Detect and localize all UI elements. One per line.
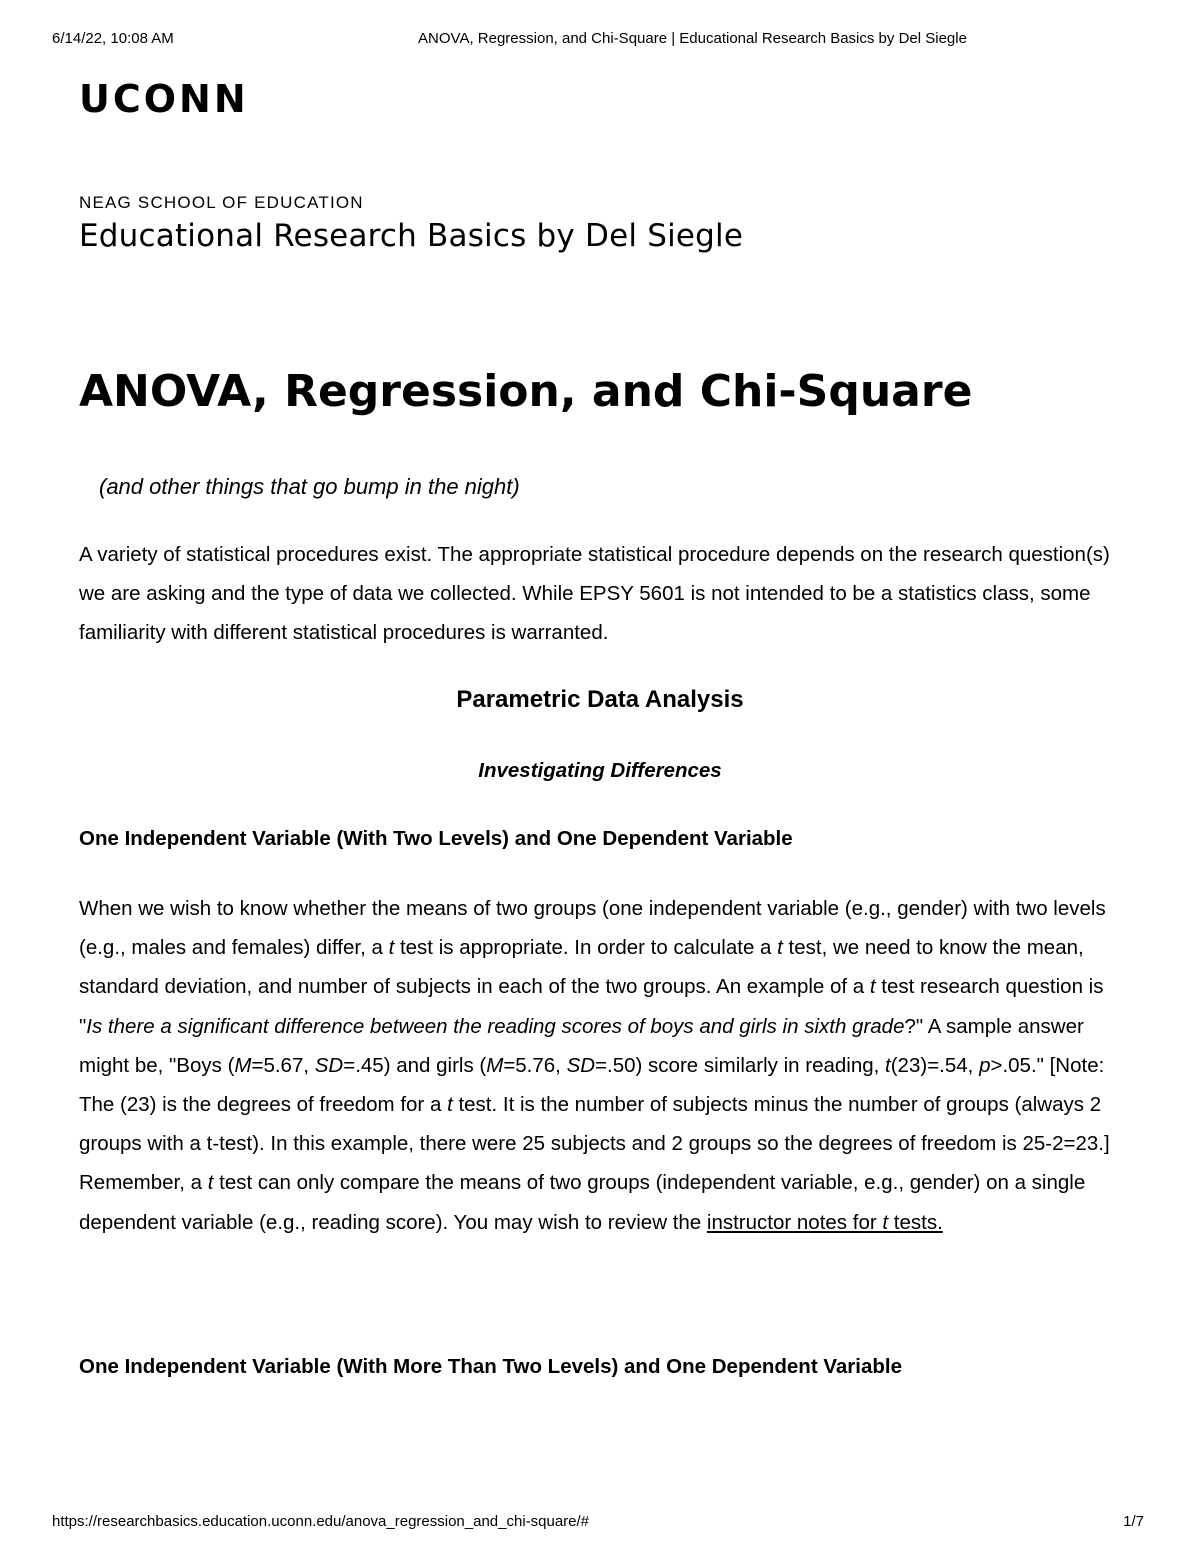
subsection-heading-differences: Investigating Differences xyxy=(478,759,722,782)
italic-sd: SD xyxy=(314,1053,344,1077)
example-question: Is there a significant difference between the reading scores of boys and girls in sixth grade xyxy=(86,1014,905,1038)
print-url: https://researchbasics.education.uconn.edu/anova_regression_and_chi-square/# xyxy=(52,1513,590,1530)
italic-sd: SD xyxy=(566,1053,596,1077)
italic-t: t xyxy=(207,1171,214,1195)
uconn-logo[interactable]: UCONN xyxy=(79,77,249,121)
intro-text: A variety of statistical procedures exist. The appropriate statistical procedure depends on the research question(s) we are asking and the type of data we collected. While EPSY 5601 is not intended to be a statistics class, some familiarity with different statistical procedures is warranted. xyxy=(79,543,1110,645)
page-subtitle: (and other things that go bump in the night) xyxy=(99,474,520,499)
text-span: =5.76, xyxy=(503,1053,567,1077)
t-test-text xyxy=(79,889,1129,1242)
italic-m: M xyxy=(486,1053,504,1077)
instructor-notes-link[interactable] xyxy=(707,1211,943,1234)
section-heading-parametric: Parametric Data Analysis xyxy=(456,686,744,713)
text-span: =.45) and girls ( xyxy=(343,1053,487,1077)
text-span: ?" A sample answer might be, "Boys ( xyxy=(79,1014,1084,1077)
text-span: test. It is the number of subjects minus the number of groups (always 2 groups with a t-test). In this example, there were 25 subjects and 2 groups so the degrees of freedom is 25-2=23.] Remember, a xyxy=(79,1093,1110,1195)
page-title: ANOVA, Regression, and Chi-Square xyxy=(79,366,973,417)
italic-t: t xyxy=(388,936,395,960)
italic-m: M xyxy=(234,1053,252,1077)
text-span: =5.67, xyxy=(251,1053,315,1077)
print-page-title: ANOVA, Regression, and Chi-Square | Educational Research Basics by Del Siegle xyxy=(418,30,967,47)
t-test-paragraph xyxy=(79,889,1129,1242)
text-span: test can only compare the means of two groups (independent variable, e.g., gender) on a single dependent variable (e.g., reading score). You may wish to review the xyxy=(79,1171,1086,1234)
italic-p: p xyxy=(979,1053,991,1077)
print-page-number: 1/7 xyxy=(1123,1513,1144,1530)
text-span: >.05." [Note: The (23) is the degrees of freedom for a xyxy=(79,1053,1105,1117)
site-title[interactable]: Educational Research Basics by Del Siegle xyxy=(79,218,744,254)
italic-t: t xyxy=(447,1093,453,1117)
link-text: instructor notes for xyxy=(706,1210,883,1234)
text-span: test is appropriate. In order to calculate a xyxy=(394,936,778,960)
italic-t: t xyxy=(869,975,876,999)
intro-paragraph xyxy=(79,535,1129,653)
school-name[interactable]: NEAG SCHOOL OF EDUCATION xyxy=(79,193,364,212)
text-span: test, we need to know the mean, standard deviation, and number of subjects in each of the two groups. An example of a xyxy=(79,936,1084,999)
link-text-end: tests. xyxy=(888,1210,943,1234)
italic-t: t xyxy=(885,1053,891,1077)
text-span: =.50) score similarly in reading, xyxy=(595,1053,886,1077)
heading-one-iv-more-levels: One Independent Variable (With More Than Two Levels) and One Dependent Variable xyxy=(79,1355,902,1378)
italic-t: t xyxy=(777,936,783,960)
print-datetime: 6/14/22, 10:08 AM xyxy=(52,30,174,47)
text-span: (23)=.54, xyxy=(890,1053,980,1077)
text-span: test research question is " xyxy=(79,975,1104,1038)
text-span: When we wish to know whether the means of two groups (one independent variable (e.g., gender) with two levels (e.g., males and females) differ, a xyxy=(79,897,1106,960)
heading-one-iv-two-levels: One Independent Variable (With Two Levels) and One Dependent Variable xyxy=(79,827,793,850)
link-italic-t: t xyxy=(882,1210,889,1234)
